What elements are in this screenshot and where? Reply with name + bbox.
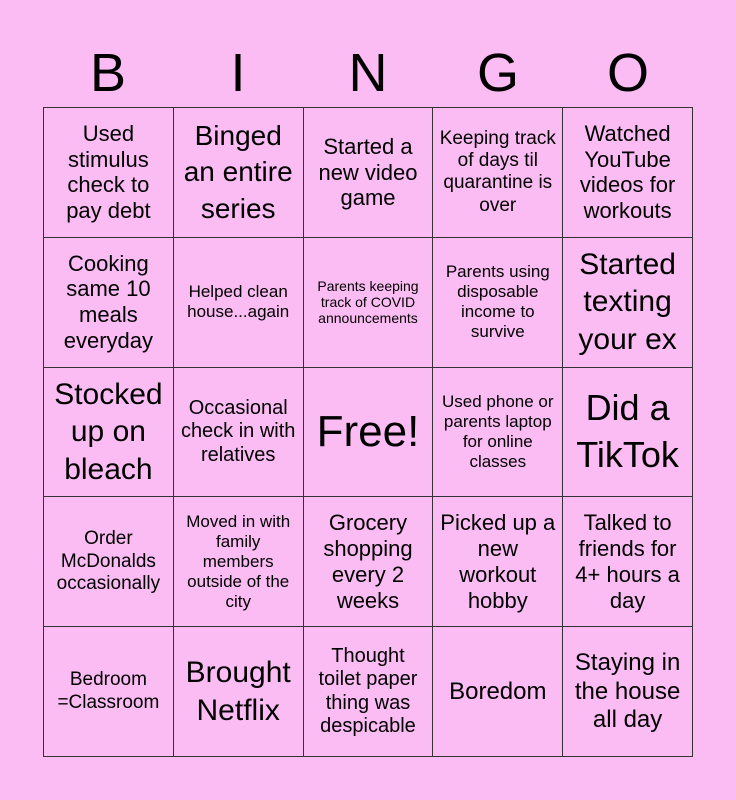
bingo-cell[interactable]: Used stimulus check to pay debt	[44, 108, 174, 238]
header-letter-b: B	[89, 43, 127, 103]
bingo-cell[interactable]: Keeping track of days til quarantine is over	[433, 108, 563, 238]
free-space[interactable]: Free!	[304, 368, 434, 498]
bingo-cell[interactable]: Picked up a new workout hobby	[433, 497, 563, 627]
bingo-cell[interactable]: Watched YouTube videos for workouts	[563, 108, 693, 238]
bingo-cell[interactable]: Started a new video game	[304, 108, 434, 238]
bingo-cell[interactable]: Used phone or parents laptop for online classes	[433, 368, 563, 498]
bingo-cell[interactable]: Staying in the house all day	[563, 627, 693, 757]
bingo-cell[interactable]: Helped clean house...again	[174, 238, 304, 368]
bingo-cell[interactable]: Stocked up on bleach	[44, 368, 174, 498]
header-letter-o: O	[606, 43, 649, 103]
header-letter-g: G	[476, 43, 519, 103]
bingo-cell[interactable]: Did a TikTok	[563, 368, 693, 498]
bingo-cell[interactable]: Moved in with family members outside of the city	[174, 497, 304, 627]
bingo-grid	[43, 107, 693, 757]
header-letter-n: N	[348, 43, 388, 103]
bingo-cell[interactable]: Parents keeping track of COVID announcements	[304, 238, 434, 368]
bingo-cell[interactable]: Bedroom =Classroom	[44, 627, 174, 757]
bingo-cell[interactable]: Brought Netflix	[174, 627, 304, 757]
bingo-cell[interactable]: Grocery shopping every 2 weeks	[304, 497, 434, 627]
bingo-cell[interactable]: Occasional check in with relatives	[174, 368, 304, 498]
bingo-header	[43, 42, 693, 104]
header-letter-i: I	[230, 43, 246, 103]
bingo-cell[interactable]: Thought toilet paper thing was despicable	[304, 627, 434, 757]
bingo-cell[interactable]: Talked to friends for 4+ hours a day	[563, 497, 693, 627]
bingo-cell[interactable]: Order McDonalds occasionally	[44, 497, 174, 627]
bingo-cell[interactable]: Parents using disposable income to survive	[433, 238, 563, 368]
bingo-cell[interactable]: Cooking same 10 meals everyday	[44, 238, 174, 368]
bingo-cell[interactable]: Started texting your ex	[563, 238, 693, 368]
bingo-cell[interactable]: Binged an entire series	[174, 108, 304, 238]
bingo-cell[interactable]: Boredom	[433, 627, 563, 757]
